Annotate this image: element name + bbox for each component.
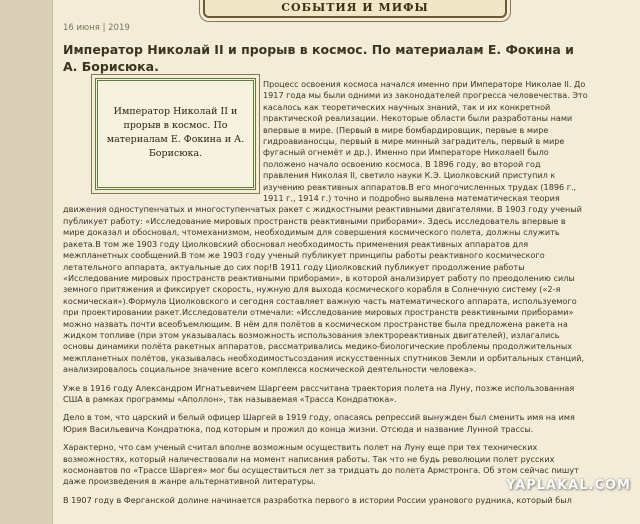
article-body	[63, 79, 588, 513]
site-watermark: YAPLAKAL.COM	[506, 478, 631, 493]
article-title[interactable]: Император Николай II и прорыв в космос. По материалам Е. Фокина и А. Борисюка.	[63, 42, 574, 74]
section-banner	[203, 0, 507, 18]
article-date: 16 июня | 2019	[63, 23, 130, 33]
article-page	[52, 0, 640, 524]
image-spacer	[63, 79, 263, 194]
plate-caption: Император Николай II и прорыв в космос. По материалам Е. Фокина и А. Борисюка.	[106, 106, 245, 159]
paragraph: В 1907 году в Ферганской долине начинается разработка первого в истории России уранового рудника, который был	[63, 494, 572, 505]
paragraph: Характерно, что сам ученый считал вполне возможным осуществить полет на Луну еще при тех технических возможностях, который наличествовали на момент написания работы. Так что не будь революции полет русских космонавтов по «Трассе Шаргея» мог бы осуществиться лет за тридцать до полета Армстронга. Об этом сейчас пишут даже произведения в жанре альтернативной литературы.	[63, 442, 579, 487]
section-title: СОБЫТИЯ И МИФЫ	[281, 1, 429, 14]
paragraph: Дело в том, что царский и белый офицер Шаргей в 1919 году, опасаясь репрессий вынужден был сменить имя на имя Юрия Васильевича Кондратюка, под которым и прожил до конца жизни. Отсюда и название Лунной трассы.	[63, 412, 575, 434]
paragraph: Процесс освоения космоса начался именно при Императоре Николае II. До 1917 года мы были одними из законодателей прогресса человечества. Это касалось как теоретических научных знаний, так и их конкретной практической реализации. Некоторые области были разработаны нами впервые в мире. (Первый в мире бомбардировщик, первые в мире гидроавианосцы, первый в мире минный заградитель, первый в мире фугасный огнемёт и др.). Именно при Императоре НиколаеII было положено начало освоению космоса. В 1896 году, во второй год правления Николая II, светило науки К.Э. Циолковский приступил к изучению реактивных аппаратов.В его многочисленных трудах (1896 г., 1911 г., 1914 г.) точно и подробно выявлена математическая теория движения одноступенчатых и многоступенчатых ракет с жидкостными реактивными двигателями. В 1903 году ученый публикует работу: «Исследование мировых пространств реактивными приборами». Здесь исследователь впервые в мире доказал и обосновал, чтомеханизмом, необходимым для совершения космического полета, должны служить ракета.В том же 1903 году Циолковский обосновал необходимость применения реактивных аппаратов для межпланетных сообщений.В том же 1903 году ученый публикует принципы работы реактивного космического летательного аппарата, актуальные до сих пор!В 1911 году Циолковский публикует продолжение работы «Исследование мировых пространств реактивными приборами», в которой анализирует работу по преодолению силы земного притяжения и фиксирует скорость, нужную для выхода космического корабля в Солнечную систему («2-я космическая»).Формула Циолковского и сегодня составляет важную часть математического аппарата, используемого при проектировании ракет.Исследователи отмечали: «Исследование мировых пространств реактивными приборами» можно назвать почти всеобъемлющим. В нём для полётов в космическом пространстве была предложена ракета на жидком топливе (при этом указывалась возможность использования электрореактивных двигателей), излагались основы динамики полёта ракетных аппаратов, рассматривались медико-биологические проблемы продолжительных межпланетных полётов, указывалась необходимостьсоздания искусственных спутников Земли и орбитальных станций, анализировалось социальное значение всего комплекса космической деятельности человека».	[63, 79, 588, 375]
paragraph: Уже в 1916 году Александром Игнатьевичем Шаргеем рассчитана траектория полета на Луну, позже использованная США в рамках программы «Аполлон», так называемая «Трасса Кондратюка».	[63, 382, 575, 404]
